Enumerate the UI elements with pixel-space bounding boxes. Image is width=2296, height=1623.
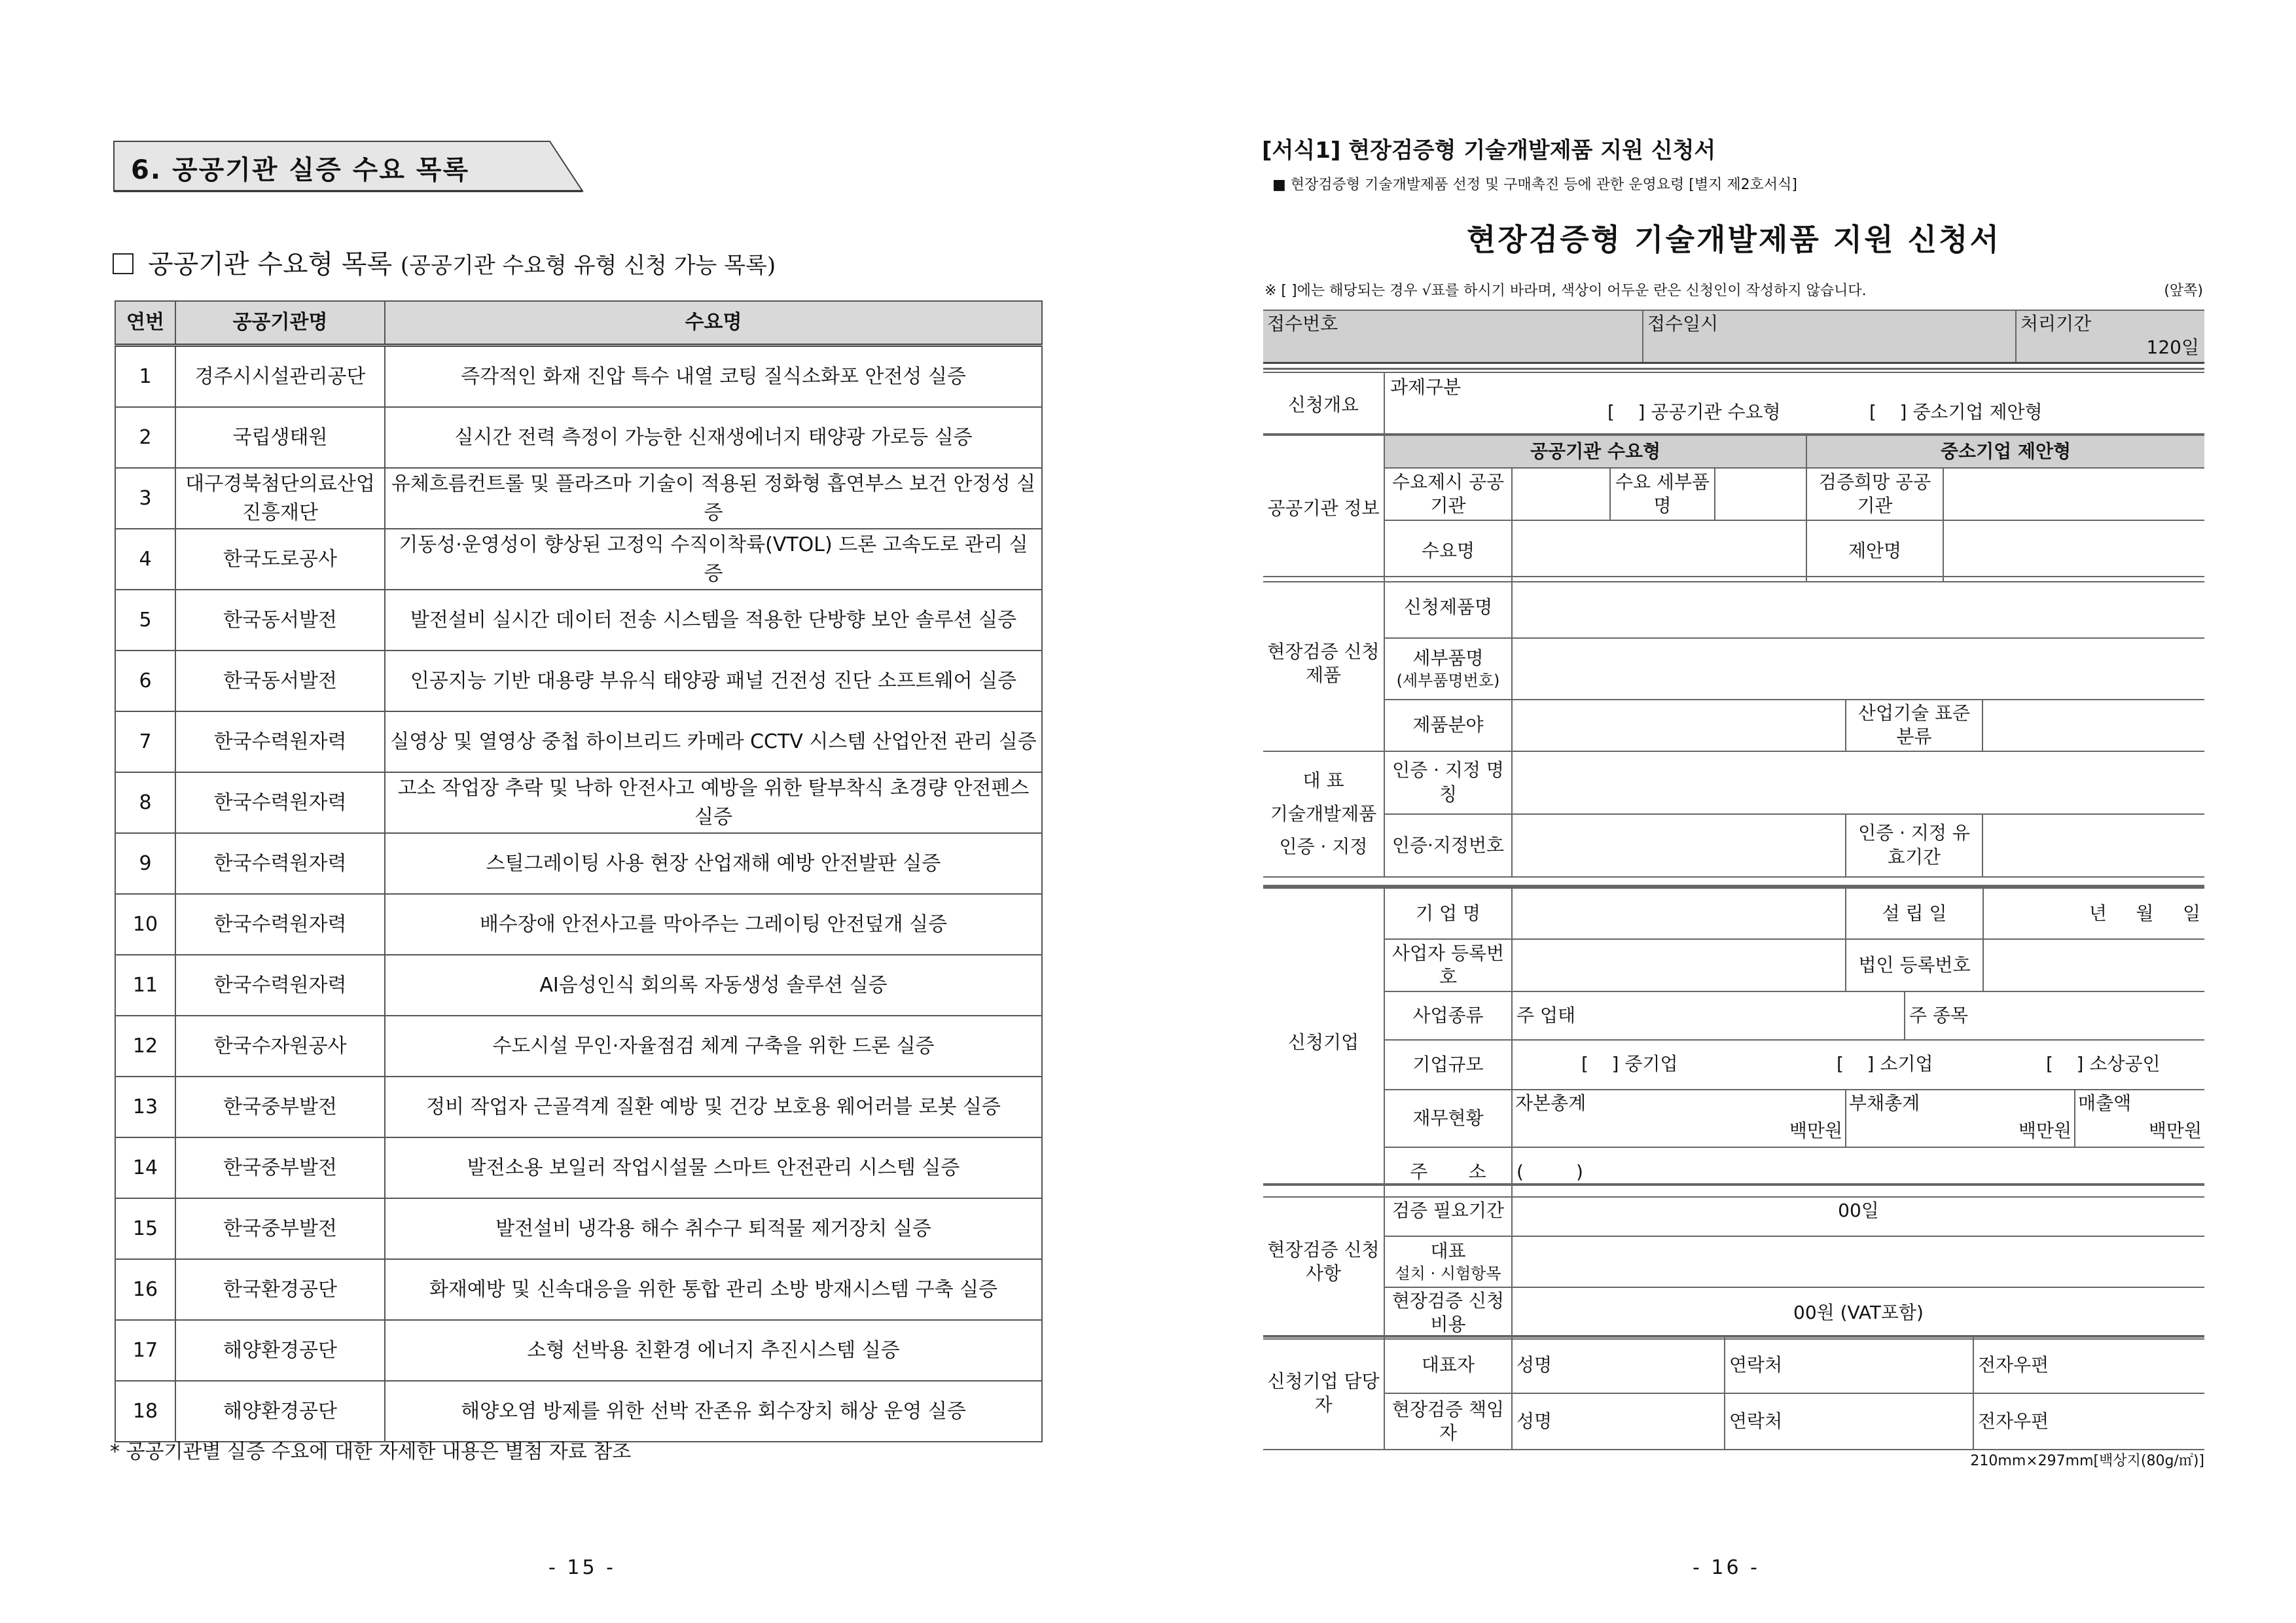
row-no: 18 <box>115 1381 175 1442</box>
cert-name-label: 인증 · 지정 명칭 <box>1384 751 1512 814</box>
cost-label: 현장검증 신청비용 <box>1384 1287 1512 1339</box>
row-no: 13 <box>115 1077 175 1137</box>
request-table <box>1263 1185 2204 1340</box>
sales-unit: 백만원 <box>2148 1119 2202 1141</box>
table-row <box>115 651 1042 711</box>
cert-section-line3: 인증 · 지정 <box>1279 835 1368 857</box>
sme-proposal-checkbox[interactable]: [ ] 중소기업 제안형 <box>1869 401 2043 423</box>
table-row <box>115 711 1042 772</box>
detail-no-label: (세부품명번호) <box>1396 671 1500 690</box>
product-name-label: 신청제품명 <box>1384 577 1512 638</box>
ceo-phone-input[interactable]: 연락처 <box>1725 1337 1973 1393</box>
section-title-box <box>113 140 584 191</box>
table-row <box>115 590 1042 651</box>
row-org: 한국수력원자력 <box>175 894 385 955</box>
row-org: 해양환경공단 <box>175 1320 385 1381</box>
validity-input[interactable] <box>1982 814 2204 877</box>
row-no: 9 <box>115 833 175 894</box>
demand-agency-input[interactable] <box>1512 468 1610 520</box>
ceo-name-input[interactable]: 성명 <box>1512 1337 1725 1393</box>
row-org: 한국중부발전 <box>175 1137 385 1198</box>
paper-size-note: 210mm×297mm[백상지(80g/㎡)] <box>1970 1453 2204 1469</box>
verify-agency-input[interactable] <box>1943 468 2204 520</box>
section-title: 6. 공공기관 실증 수요 목록 <box>131 155 470 185</box>
row-demand: 실영상 및 열영상 중첩 하이브리드 카메라 CCTV 시스템 산업안전 관리 실증 <box>385 711 1042 772</box>
company-name-label: 기 업 명 <box>1384 888 1512 939</box>
row-org: 한국수력원자력 <box>175 955 385 1016</box>
table-row <box>115 772 1042 833</box>
address-input[interactable]: ( ) <box>1512 1147 2204 1197</box>
row-org: 한국동서발전 <box>175 651 385 711</box>
row-demand: 고소 작업장 추락 및 낙하 안전사고 예방을 위한 탈부착식 초경량 안전펜스 실증 <box>385 772 1042 833</box>
table-row <box>115 1198 1042 1259</box>
table-row <box>115 407 1042 468</box>
capital-unit: 백만원 <box>1789 1119 1843 1141</box>
main-item-input[interactable]: 주 종목 <box>1905 991 2204 1040</box>
industry-class-label: 산업기술 표준분류 <box>1846 700 1982 751</box>
period-input[interactable]: 00일 <box>1512 1185 2204 1236</box>
regulation-note: ■ 현장검증형 기술개발제품 선정 및 구매촉진 등에 관한 운영요령 [별지 제2호서식] <box>1272 177 1797 193</box>
demand-name-input[interactable] <box>1512 520 1806 582</box>
form-main-title: 현장검증형 기술개발제품 지원 신청서 <box>1466 222 2001 257</box>
company-table <box>1263 887 2204 1198</box>
checkbox-square-icon <box>113 253 134 274</box>
header-org: 공공기관명 <box>175 301 385 346</box>
detail-item-label: 수요 세부품명 <box>1610 468 1715 520</box>
table-row <box>115 1320 1042 1381</box>
table-row <box>115 894 1042 955</box>
product-field-label: 제품분야 <box>1384 700 1512 751</box>
detail-item-input[interactable] <box>1715 468 1806 520</box>
header-demand: 수요명 <box>385 301 1042 346</box>
row-demand: 인공지능 기반 대용량 부유식 태양광 패널 건전성 진단 소프트웨어 실증 <box>385 651 1042 711</box>
row-no: 3 <box>115 468 175 529</box>
row-no: 11 <box>115 955 175 1016</box>
ceo-label: 대표자 <box>1384 1337 1512 1393</box>
row-no: 1 <box>115 346 175 408</box>
table-row <box>115 1381 1042 1442</box>
subheading-text: 공공기관 수요형 목록 <box>148 249 393 279</box>
product-section-label: 현장검증 신청제품 <box>1263 577 1384 751</box>
sme-proposal-header: 중소기업 제안형 <box>1806 435 2204 468</box>
subheading <box>113 243 776 281</box>
cert-section-label <box>1263 751 1384 877</box>
cost-input[interactable]: 00원 (VAT포함) <box>1512 1287 2204 1339</box>
agency-section-label: 공공기관 정보 <box>1263 435 1384 582</box>
task-type-field <box>1384 372 2204 438</box>
finance-label: 재무현황 <box>1384 1090 1512 1147</box>
demand-name-label: 수요명 <box>1384 520 1512 582</box>
row-demand: 화재예방 및 신속대응을 위한 통합 관리 소방 방재시스템 구축 실증 <box>385 1259 1042 1320</box>
row-demand: 유체흐름컨트롤 및 플라즈마 기술이 적용된 정화형 흡연부스 보건 안정성 실증 <box>385 468 1042 529</box>
request-section-label: 현장검증 신청사항 <box>1263 1185 1384 1339</box>
receipt-table <box>1263 310 2204 364</box>
table-row <box>115 955 1042 1016</box>
row-no: 5 <box>115 590 175 651</box>
row-demand: 발전소용 보일러 작업시설물 스마트 안전관리 시스템 실증 <box>385 1137 1042 1198</box>
row-no: 16 <box>115 1259 175 1320</box>
row-org: 대구경북첨단의료산업 진흥재단 <box>175 468 385 529</box>
test-items-input[interactable] <box>1512 1236 2204 1287</box>
row-no: 4 <box>115 529 175 590</box>
detail-name-input[interactable] <box>1512 638 2204 700</box>
demand-list-table <box>115 300 1043 1442</box>
founded-date-input[interactable]: 년 월 일 <box>1983 888 2204 939</box>
row-no: 12 <box>115 1016 175 1077</box>
table-row <box>115 468 1042 529</box>
proposal-name-label: 제안명 <box>1806 520 1943 582</box>
biz-no-label: 사업자 등록번호 <box>1384 939 1512 991</box>
table-header-row <box>115 301 1042 346</box>
table-row <box>115 529 1042 590</box>
test-items-label-1: 대표 <box>1430 1240 1466 1262</box>
row-no: 17 <box>115 1320 175 1381</box>
biz-type-label: 사업종류 <box>1384 991 1512 1040</box>
instruction-line <box>1265 279 2203 300</box>
table-row <box>115 1016 1042 1077</box>
main-biz-input[interactable]: 주 업태 <box>1512 991 1905 1040</box>
debt-input[interactable] <box>1846 1090 2075 1147</box>
detail-name-cell <box>1384 638 1512 700</box>
row-no: 15 <box>115 1198 175 1259</box>
row-demand: 발전설비 실시간 데이터 전송 시스템을 적용한 단방향 보안 솔루션 실증 <box>385 590 1042 651</box>
row-demand: 발전설비 냉각용 해수 취수구 퇴적물 제거장치 실증 <box>385 1198 1042 1259</box>
row-no: 6 <box>115 651 175 711</box>
row-demand: 수도시설 무인·자율점검 체계 구축을 위한 드론 실증 <box>385 1016 1042 1077</box>
table-row <box>115 346 1042 408</box>
receipt-date-field[interactable] <box>1643 310 2016 363</box>
processing-period-value: 120일 <box>2146 336 2199 358</box>
row-demand: 배수장애 안전사고를 막아주는 그레이팅 안전덮개 실증 <box>385 894 1042 955</box>
side-label: (앞쪽) <box>2164 283 2203 299</box>
corp-no-input[interactable] <box>1983 939 2204 991</box>
overview-section-label: 신청개요 <box>1263 372 1384 438</box>
corp-no-label: 법인 등록번호 <box>1846 939 1983 991</box>
page-number-right: - 16 - <box>1693 1556 1760 1579</box>
test-items-cell <box>1384 1236 1512 1287</box>
subheading-note: (공공기관 수요형 유형 신청 가능 목록) <box>400 253 776 279</box>
task-type-label: 과제구분 <box>1390 376 1462 398</box>
table-row <box>115 1137 1042 1198</box>
processing-period-field <box>2016 310 2204 363</box>
row-demand: 정비 작업자 근골격계 질환 예방 및 건강 보호용 웨어러블 로봇 실증 <box>385 1077 1042 1137</box>
manager-phone-input[interactable]: 연락처 <box>1725 1393 1973 1450</box>
row-demand: 소형 선박용 친환경 에너지 추진시스템 실증 <box>385 1320 1042 1381</box>
capital-label: 자본총계 <box>1515 1092 1587 1114</box>
table-row <box>115 833 1042 894</box>
biz-no-input[interactable] <box>1512 939 1846 991</box>
row-org: 한국환경공단 <box>175 1259 385 1320</box>
demand-agency-label: 수요제시 공공기관 <box>1384 468 1512 520</box>
proposal-name-input[interactable] <box>1943 520 2204 582</box>
scale-small-checkbox[interactable]: [ ] 소기업 <box>1837 1053 1933 1075</box>
public-demand-checkbox[interactable]: [ ] 공공기관 수요형 <box>1607 401 1781 423</box>
sales-label: 매출액 <box>2078 1092 2132 1114</box>
header-no: 연번 <box>115 301 175 346</box>
page-number-left: - 15 - <box>548 1556 616 1579</box>
receipt-date-label: 접수일시 <box>1647 313 1719 334</box>
row-demand: 실시간 전력 측정이 가능한 신재생에너지 태양광 가로등 실증 <box>385 407 1042 468</box>
cert-no-input[interactable] <box>1512 814 1846 877</box>
ceo-email-input[interactable]: 전자우편 <box>1973 1337 2204 1393</box>
verify-agency-label: 검증희망 공공기관 <box>1806 468 1943 520</box>
row-demand: 즉각적인 화재 진압 특수 내열 코팅 질식소화포 안전성 실증 <box>385 346 1042 408</box>
scale-micro-checkbox[interactable]: [ ] 소상공인 <box>2046 1053 2161 1075</box>
contact-section-label: 신청기업 담당자 <box>1263 1337 1384 1450</box>
receipt-no-field[interactable] <box>1263 310 1643 363</box>
company-name-input[interactable] <box>1512 888 1846 939</box>
capital-input[interactable] <box>1512 1090 1846 1147</box>
cert-section-line2: 기술개발제품 <box>1270 802 1377 825</box>
instruction-text: ※ [ ]에는 해당되는 경우 √표를 하시기 바라며, 색상이 어두운 란은 신청인이 작성하지 않습니다. <box>1265 283 1867 299</box>
row-org: 한국중부발전 <box>175 1198 385 1259</box>
row-no: 10 <box>115 894 175 955</box>
row-org: 한국수력원자력 <box>175 711 385 772</box>
row-org: 한국수력원자력 <box>175 833 385 894</box>
row-org: 한국도로공사 <box>175 529 385 590</box>
row-no: 2 <box>115 407 175 468</box>
sales-input[interactable] <box>2075 1090 2204 1147</box>
table-body <box>115 346 1042 1442</box>
footnote: * 공공기관별 실증 수요에 대한 자세한 내용은 별첨 자료 참조 <box>110 1440 632 1463</box>
row-org: 국립생태원 <box>175 407 385 468</box>
row-no: 7 <box>115 711 175 772</box>
industry-class-input[interactable] <box>1982 700 2204 751</box>
test-items-label-2: 설치 · 시험항목 <box>1395 1264 1501 1283</box>
scale-medium-checkbox[interactable]: [ ] 중기업 <box>1581 1053 1678 1075</box>
agency-info-table <box>1263 435 2204 582</box>
row-no: 14 <box>115 1137 175 1198</box>
cert-name-input[interactable] <box>1512 751 2204 814</box>
row-demand: 스틸그레이팅 사용 현장 산업재해 예방 안전발판 실증 <box>385 833 1042 894</box>
row-org: 경주시시설관리공단 <box>175 346 385 408</box>
founded-label: 설 립 일 <box>1846 888 1983 939</box>
divider <box>1263 368 2204 370</box>
receipt-no-label: 접수번호 <box>1267 313 1338 334</box>
detail-name-label: 세부품명 <box>1412 647 1484 669</box>
cert-section-line1: 대 표 <box>1302 770 1344 792</box>
row-demand: AI음성인식 회의록 자동생성 솔루션 실증 <box>385 955 1042 1016</box>
row-demand: 해양오염 방제를 위한 선박 잔존유 회수장치 해상 운영 실증 <box>385 1381 1042 1442</box>
processing-period-label: 처리기간 <box>2020 313 2092 334</box>
product-field-input[interactable] <box>1512 700 1846 751</box>
scale-label: 기업규모 <box>1384 1040 1512 1090</box>
validity-label: 인증 · 지정 유효기간 <box>1846 814 1982 877</box>
public-demand-header: 공공기관 수요형 <box>1384 435 1806 468</box>
row-org: 한국중부발전 <box>175 1077 385 1137</box>
address-label: 주 소 <box>1384 1147 1512 1197</box>
debt-unit: 백만원 <box>2018 1119 2072 1141</box>
row-demand: 기동성·운영성이 향상된 고정익 수직이착륙(VTOL) 드론 고속도로 관리 실증 <box>385 529 1042 590</box>
row-org: 해양환경공단 <box>175 1381 385 1442</box>
manager-name-input[interactable]: 성명 <box>1512 1393 1725 1450</box>
product-table <box>1263 576 2204 878</box>
company-section-label: 신청기업 <box>1263 888 1384 1197</box>
contact-table <box>1263 1336 2204 1450</box>
row-org: 한국수력원자력 <box>175 772 385 833</box>
debt-label: 부채총계 <box>1849 1092 1920 1114</box>
period-label: 검증 필요기간 <box>1384 1185 1512 1236</box>
table-row <box>115 1077 1042 1137</box>
form-label: [서식1] 현장검증형 기술개발제품 지원 신청서 <box>1262 137 1716 164</box>
scale-options <box>1512 1040 2204 1090</box>
product-name-input[interactable] <box>1512 577 2204 638</box>
row-no: 8 <box>115 772 175 833</box>
manager-label: 현장검증 책임자 <box>1384 1393 1512 1450</box>
cert-no-label: 인증·지정번호 <box>1384 814 1512 877</box>
manager-email-input[interactable]: 전자우편 <box>1973 1393 2204 1450</box>
row-org: 한국수자원공사 <box>175 1016 385 1077</box>
row-org: 한국동서발전 <box>175 590 385 651</box>
overview-table <box>1263 372 2204 438</box>
table-row <box>115 1259 1042 1320</box>
